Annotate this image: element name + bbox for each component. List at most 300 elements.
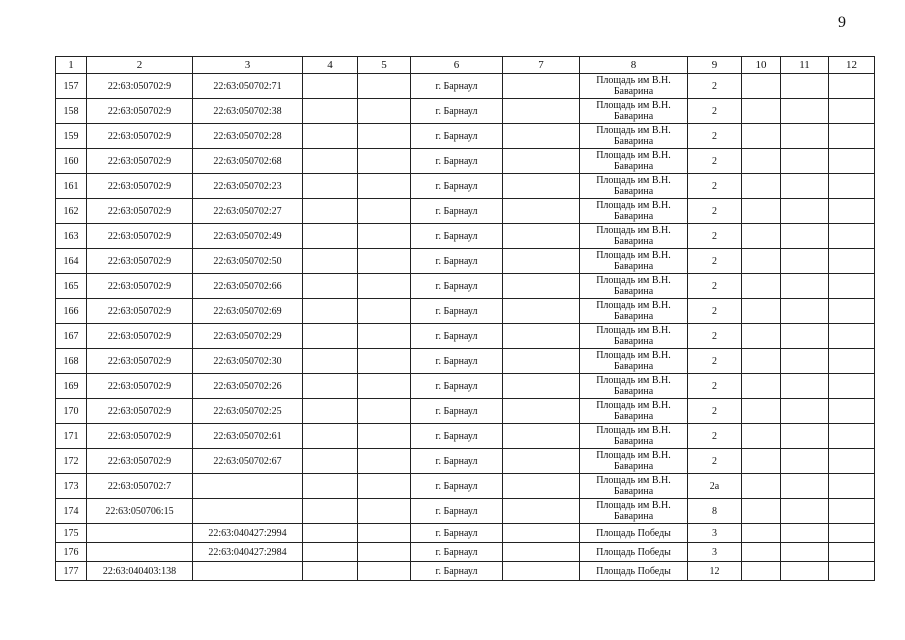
table-row	[56, 324, 875, 349]
cell-parcel-number: 22:63:050702:9	[87, 249, 193, 274]
cell-col11	[781, 174, 829, 199]
cell-col5	[358, 149, 411, 174]
street-line-2: Баварина	[613, 211, 654, 222]
table-row	[56, 374, 875, 399]
cell-parcel-number: 22:63:050702:9	[87, 449, 193, 474]
cell-row-number: 174	[56, 499, 87, 524]
street-line-2: Баварина	[613, 461, 654, 472]
cell-house-number: 2а	[688, 474, 742, 499]
cell-parcel-number: 22:63:050702:9	[87, 224, 193, 249]
street-line-2: Баварина	[613, 436, 654, 447]
cell-parcel-number: 22:63:050706:15	[87, 499, 193, 524]
table-row	[56, 249, 875, 274]
cell-col4	[303, 149, 358, 174]
table-row	[56, 174, 875, 199]
cell-street	[580, 74, 688, 99]
cell-row-number: 171	[56, 424, 87, 449]
cell-house-number: 2	[688, 374, 742, 399]
table-row	[56, 474, 875, 499]
cell-col5	[358, 99, 411, 124]
cell-col12	[829, 199, 875, 224]
cell-col12	[829, 174, 875, 199]
cell-locality: г. Барнаул	[411, 224, 503, 249]
street-line-2: Баварина	[613, 311, 654, 322]
cell-col5	[358, 299, 411, 324]
cell-col7	[503, 499, 580, 524]
cell-locality: г. Барнаул	[411, 449, 503, 474]
cell-house-number: 2	[688, 174, 742, 199]
cell-col12	[829, 224, 875, 249]
cell-col4	[303, 74, 358, 99]
street-line-2: Баварина	[613, 386, 654, 397]
cell-col7	[503, 99, 580, 124]
cell-col11	[781, 399, 829, 424]
cell-parcel-number	[87, 543, 193, 562]
cell-col4	[303, 124, 358, 149]
cell-col12	[829, 374, 875, 399]
cell-col5	[358, 499, 411, 524]
cell-col4	[303, 249, 358, 274]
cell-row-number: 169	[56, 374, 87, 399]
cell-parcel-number: 22:63:050702:9	[87, 324, 193, 349]
street-line-2: Баварина	[613, 111, 654, 122]
cell-col11	[781, 249, 829, 274]
cell-street	[580, 374, 688, 399]
cell-parcel-number	[87, 524, 193, 543]
cell-col7	[503, 349, 580, 374]
cell-col10	[742, 149, 781, 174]
cell-locality: г. Барнаул	[411, 174, 503, 199]
column-header: 11	[781, 57, 829, 74]
cell-street	[580, 499, 688, 524]
table-row	[56, 399, 875, 424]
street-line-1: Площадь им В.Н.	[596, 300, 671, 311]
street-line-2: Баварина	[613, 236, 654, 247]
cell-col11	[781, 424, 829, 449]
cell-row-number: 172	[56, 449, 87, 474]
street-line-2: Баварина	[613, 86, 654, 97]
cell-col7	[503, 224, 580, 249]
cell-building-number: 22:63:050702:28	[193, 124, 303, 149]
cell-col10	[742, 349, 781, 374]
cell-street	[580, 562, 688, 581]
cell-row-number: 176	[56, 543, 87, 562]
cell-locality: г. Барнаул	[411, 274, 503, 299]
cell-row-number: 166	[56, 299, 87, 324]
street-line-1: Площадь им В.Н.	[596, 475, 671, 486]
cell-parcel-number: 22:63:050702:9	[87, 399, 193, 424]
cell-col5	[358, 174, 411, 199]
cell-house-number: 2	[688, 74, 742, 99]
cell-col4	[303, 199, 358, 224]
cell-row-number: 170	[56, 399, 87, 424]
street-line-1: Площадь им В.Н.	[596, 250, 671, 261]
cell-col5	[358, 74, 411, 99]
cell-col4	[303, 174, 358, 199]
cell-col12	[829, 324, 875, 349]
cell-col12	[829, 562, 875, 581]
cell-col10	[742, 543, 781, 562]
cell-col11	[781, 149, 829, 174]
cell-col7	[503, 374, 580, 399]
cell-col12	[829, 99, 875, 124]
cell-parcel-number: 22:63:050702:7	[87, 474, 193, 499]
cell-col5	[358, 324, 411, 349]
cell-row-number: 167	[56, 324, 87, 349]
cell-col7	[503, 399, 580, 424]
cell-col7	[503, 424, 580, 449]
cell-col7	[503, 474, 580, 499]
cell-locality: г. Барнаул	[411, 374, 503, 399]
cell-col11	[781, 524, 829, 543]
cell-col7	[503, 199, 580, 224]
cell-col4	[303, 99, 358, 124]
cell-building-number: 22:63:050702:66	[193, 274, 303, 299]
cell-parcel-number: 22:63:050702:9	[87, 199, 193, 224]
cell-col10	[742, 562, 781, 581]
cell-col5	[358, 274, 411, 299]
table-row	[56, 124, 875, 149]
street-line-2: Баварина	[613, 361, 654, 372]
cell-parcel-number: 22:63:050702:9	[87, 124, 193, 149]
cell-building-number: 22:63:050702:67	[193, 449, 303, 474]
cell-col10	[742, 99, 781, 124]
cell-col10	[742, 199, 781, 224]
cell-col12	[829, 74, 875, 99]
cell-street	[580, 424, 688, 449]
cell-col5	[358, 474, 411, 499]
cell-building-number: 22:63:050702:30	[193, 349, 303, 374]
street-line-2: Баварина	[613, 486, 654, 497]
column-header: 6	[411, 57, 503, 74]
cell-street	[580, 224, 688, 249]
cell-house-number: 2	[688, 249, 742, 274]
street-line-1: Площадь им В.Н.	[596, 75, 671, 86]
cell-col10	[742, 124, 781, 149]
cell-house-number: 2	[688, 149, 742, 174]
cell-parcel-number: 22:63:050702:9	[87, 374, 193, 399]
cell-parcel-number: 22:63:050702:9	[87, 174, 193, 199]
cell-col5	[358, 374, 411, 399]
cell-parcel-number: 22:63:050702:9	[87, 99, 193, 124]
cell-building-number: 22:63:050702:68	[193, 149, 303, 174]
cell-building-number: 22:63:050702:25	[193, 399, 303, 424]
street-line-2: Баварина	[613, 511, 654, 522]
cell-building-number: 22:63:050702:71	[193, 74, 303, 99]
street-line-2: Баварина	[613, 186, 654, 197]
cell-parcel-number: 22:63:040403:138	[87, 562, 193, 581]
cell-street	[580, 524, 688, 543]
cell-col12	[829, 274, 875, 299]
cell-house-number: 2	[688, 99, 742, 124]
cell-col10	[742, 474, 781, 499]
cell-col5	[358, 543, 411, 562]
cell-col10	[742, 224, 781, 249]
table-row	[56, 499, 875, 524]
cell-col10	[742, 74, 781, 99]
cell-house-number: 2	[688, 124, 742, 149]
street-line-2: Баварина	[613, 161, 654, 172]
cell-col11	[781, 374, 829, 399]
cell-building-number: 22:63:040427:2984	[193, 543, 303, 562]
cell-building-number: 22:63:050702:38	[193, 99, 303, 124]
cell-street	[580, 324, 688, 349]
cell-house-number: 8	[688, 499, 742, 524]
cell-col12	[829, 299, 875, 324]
cell-locality: г. Барнаул	[411, 349, 503, 374]
cell-building-number	[193, 474, 303, 499]
cell-col7	[503, 74, 580, 99]
cell-col5	[358, 562, 411, 581]
cell-col10	[742, 399, 781, 424]
cell-street	[580, 349, 688, 374]
cell-col11	[781, 349, 829, 374]
cell-locality: г. Барнаул	[411, 74, 503, 99]
street-line-1: Площадь им В.Н.	[596, 425, 671, 436]
cell-col12	[829, 399, 875, 424]
cell-house-number: 2	[688, 299, 742, 324]
cell-building-number: 22:63:040427:2994	[193, 524, 303, 543]
cell-street	[580, 249, 688, 274]
table-row	[56, 199, 875, 224]
cell-col7	[503, 124, 580, 149]
cell-row-number: 175	[56, 524, 87, 543]
street-line-1: Площадь им В.Н.	[596, 275, 671, 286]
cell-col12	[829, 349, 875, 374]
column-header: 2	[87, 57, 193, 74]
cell-col5	[358, 524, 411, 543]
cell-col5	[358, 449, 411, 474]
cell-col4	[303, 562, 358, 581]
cell-house-number: 12	[688, 562, 742, 581]
cell-locality: г. Барнаул	[411, 324, 503, 349]
cell-parcel-number: 22:63:050702:9	[87, 349, 193, 374]
cell-col10	[742, 324, 781, 349]
cell-col11	[781, 299, 829, 324]
street-line-1: Площадь им В.Н.	[596, 400, 671, 411]
street-line-1: Площадь им В.Н.	[596, 100, 671, 111]
cell-building-number: 22:63:050702:29	[193, 324, 303, 349]
cell-col7	[503, 174, 580, 199]
column-header: 12	[829, 57, 875, 74]
cell-row-number: 161	[56, 174, 87, 199]
cell-house-number: 2	[688, 349, 742, 374]
cell-col4	[303, 474, 358, 499]
cell-col12	[829, 249, 875, 274]
column-header: 9	[688, 57, 742, 74]
cell-house-number: 2	[688, 274, 742, 299]
cell-street	[580, 274, 688, 299]
cell-col7	[503, 543, 580, 562]
cell-locality: г. Барнаул	[411, 149, 503, 174]
cell-parcel-number: 22:63:050702:9	[87, 149, 193, 174]
cell-building-number: 22:63:050702:69	[193, 299, 303, 324]
cell-col11	[781, 449, 829, 474]
cell-street	[580, 124, 688, 149]
cell-col5	[358, 424, 411, 449]
cell-house-number: 3	[688, 543, 742, 562]
table-row	[56, 224, 875, 249]
registry-table	[55, 56, 875, 581]
cell-col10	[742, 274, 781, 299]
cell-row-number: 165	[56, 274, 87, 299]
cell-col11	[781, 199, 829, 224]
cell-col11	[781, 499, 829, 524]
cell-col10	[742, 424, 781, 449]
cell-col7	[503, 324, 580, 349]
table-row	[56, 543, 875, 562]
street-line-1: Площадь им В.Н.	[596, 175, 671, 186]
cell-col5	[358, 399, 411, 424]
street-line-1: Площадь им В.Н.	[596, 350, 671, 361]
cell-col4	[303, 524, 358, 543]
cell-locality: г. Барнаул	[411, 474, 503, 499]
street-line-1: Площадь им В.Н.	[596, 375, 671, 386]
cell-row-number: 164	[56, 249, 87, 274]
cell-parcel-number: 22:63:050702:9	[87, 424, 193, 449]
cell-parcel-number: 22:63:050702:9	[87, 274, 193, 299]
cell-building-number: 22:63:050702:27	[193, 199, 303, 224]
cell-col12	[829, 474, 875, 499]
cell-col7	[503, 274, 580, 299]
cell-building-number: 22:63:050702:50	[193, 249, 303, 274]
cell-building-number: 22:63:050702:49	[193, 224, 303, 249]
cell-house-number: 2	[688, 324, 742, 349]
cell-street	[580, 543, 688, 562]
cell-col5	[358, 199, 411, 224]
cell-col12	[829, 499, 875, 524]
street-line-1: Площадь Победы	[596, 527, 671, 539]
cell-row-number: 158	[56, 99, 87, 124]
cell-row-number: 160	[56, 149, 87, 174]
cell-building-number: 22:63:050702:61	[193, 424, 303, 449]
cell-house-number: 2	[688, 199, 742, 224]
cell-locality: г. Барнаул	[411, 424, 503, 449]
table-row	[56, 299, 875, 324]
cell-locality: г. Барнаул	[411, 199, 503, 224]
cell-locality: г. Барнаул	[411, 543, 503, 562]
cell-col4	[303, 224, 358, 249]
cell-col7	[503, 149, 580, 174]
cell-row-number: 159	[56, 124, 87, 149]
cell-locality: г. Барнаул	[411, 499, 503, 524]
cell-col4	[303, 399, 358, 424]
cell-col11	[781, 274, 829, 299]
cell-street	[580, 99, 688, 124]
table-row	[56, 274, 875, 299]
cell-col7	[503, 524, 580, 543]
cell-row-number: 162	[56, 199, 87, 224]
cell-col12	[829, 424, 875, 449]
cell-street	[580, 449, 688, 474]
street-line-1: Площадь им В.Н.	[596, 200, 671, 211]
street-line-2: Баварина	[613, 261, 654, 272]
cell-col10	[742, 249, 781, 274]
cell-col7	[503, 562, 580, 581]
cell-building-number: 22:63:050702:23	[193, 174, 303, 199]
cell-street	[580, 174, 688, 199]
cell-col12	[829, 449, 875, 474]
cell-locality: г. Барнаул	[411, 299, 503, 324]
cell-parcel-number: 22:63:050702:9	[87, 74, 193, 99]
cell-locality: г. Барнаул	[411, 399, 503, 424]
cell-col10	[742, 449, 781, 474]
street-line-1: Площадь Победы	[596, 546, 671, 558]
cell-col10	[742, 299, 781, 324]
cell-col11	[781, 474, 829, 499]
table-row	[56, 349, 875, 374]
cell-house-number: 2	[688, 399, 742, 424]
cell-col4	[303, 424, 358, 449]
cell-col4	[303, 299, 358, 324]
column-header: 8	[580, 57, 688, 74]
cell-row-number: 157	[56, 74, 87, 99]
table-row	[56, 99, 875, 124]
table-row	[56, 524, 875, 543]
column-header: 10	[742, 57, 781, 74]
cell-col11	[781, 562, 829, 581]
cell-locality: г. Барнаул	[411, 562, 503, 581]
cell-col5	[358, 124, 411, 149]
street-line-1: Площадь им В.Н.	[596, 150, 671, 161]
street-line-1: Площадь им В.Н.	[596, 500, 671, 511]
cell-col5	[358, 224, 411, 249]
street-line-1: Площадь им В.Н.	[596, 325, 671, 336]
cell-building-number	[193, 499, 303, 524]
cell-locality: г. Барнаул	[411, 99, 503, 124]
cell-col11	[781, 324, 829, 349]
street-line-2: Баварина	[613, 286, 654, 297]
cell-col7	[503, 249, 580, 274]
table-row	[56, 149, 875, 174]
cell-col10	[742, 499, 781, 524]
cell-street	[580, 149, 688, 174]
cell-col5	[358, 249, 411, 274]
cell-col4	[303, 543, 358, 562]
cell-building-number: 22:63:050702:26	[193, 374, 303, 399]
column-header: 1	[56, 57, 87, 74]
cell-col12	[829, 543, 875, 562]
cell-col4	[303, 274, 358, 299]
cell-house-number: 2	[688, 224, 742, 249]
cell-col7	[503, 449, 580, 474]
cell-street	[580, 199, 688, 224]
table-row	[56, 449, 875, 474]
street-line-1: Площадь им В.Н.	[596, 225, 671, 236]
cell-locality: г. Барнаул	[411, 124, 503, 149]
column-header: 5	[358, 57, 411, 74]
table-row	[56, 562, 875, 581]
cell-col11	[781, 224, 829, 249]
page-number: 9	[838, 14, 846, 31]
cell-col5	[358, 349, 411, 374]
street-line-1: Площадь Победы	[596, 565, 671, 577]
cell-col4	[303, 374, 358, 399]
street-line-2: Баварина	[613, 136, 654, 147]
cell-col7	[503, 299, 580, 324]
column-header: 7	[503, 57, 580, 74]
cell-col12	[829, 149, 875, 174]
street-line-1: Площадь им В.Н.	[596, 450, 671, 461]
street-line-2: Баварина	[613, 336, 654, 347]
cell-col10	[742, 174, 781, 199]
street-line-1: Площадь им В.Н.	[596, 125, 671, 136]
cell-col10	[742, 374, 781, 399]
header-row	[56, 57, 875, 74]
cell-col4	[303, 499, 358, 524]
cell-street	[580, 299, 688, 324]
table-row	[56, 74, 875, 99]
